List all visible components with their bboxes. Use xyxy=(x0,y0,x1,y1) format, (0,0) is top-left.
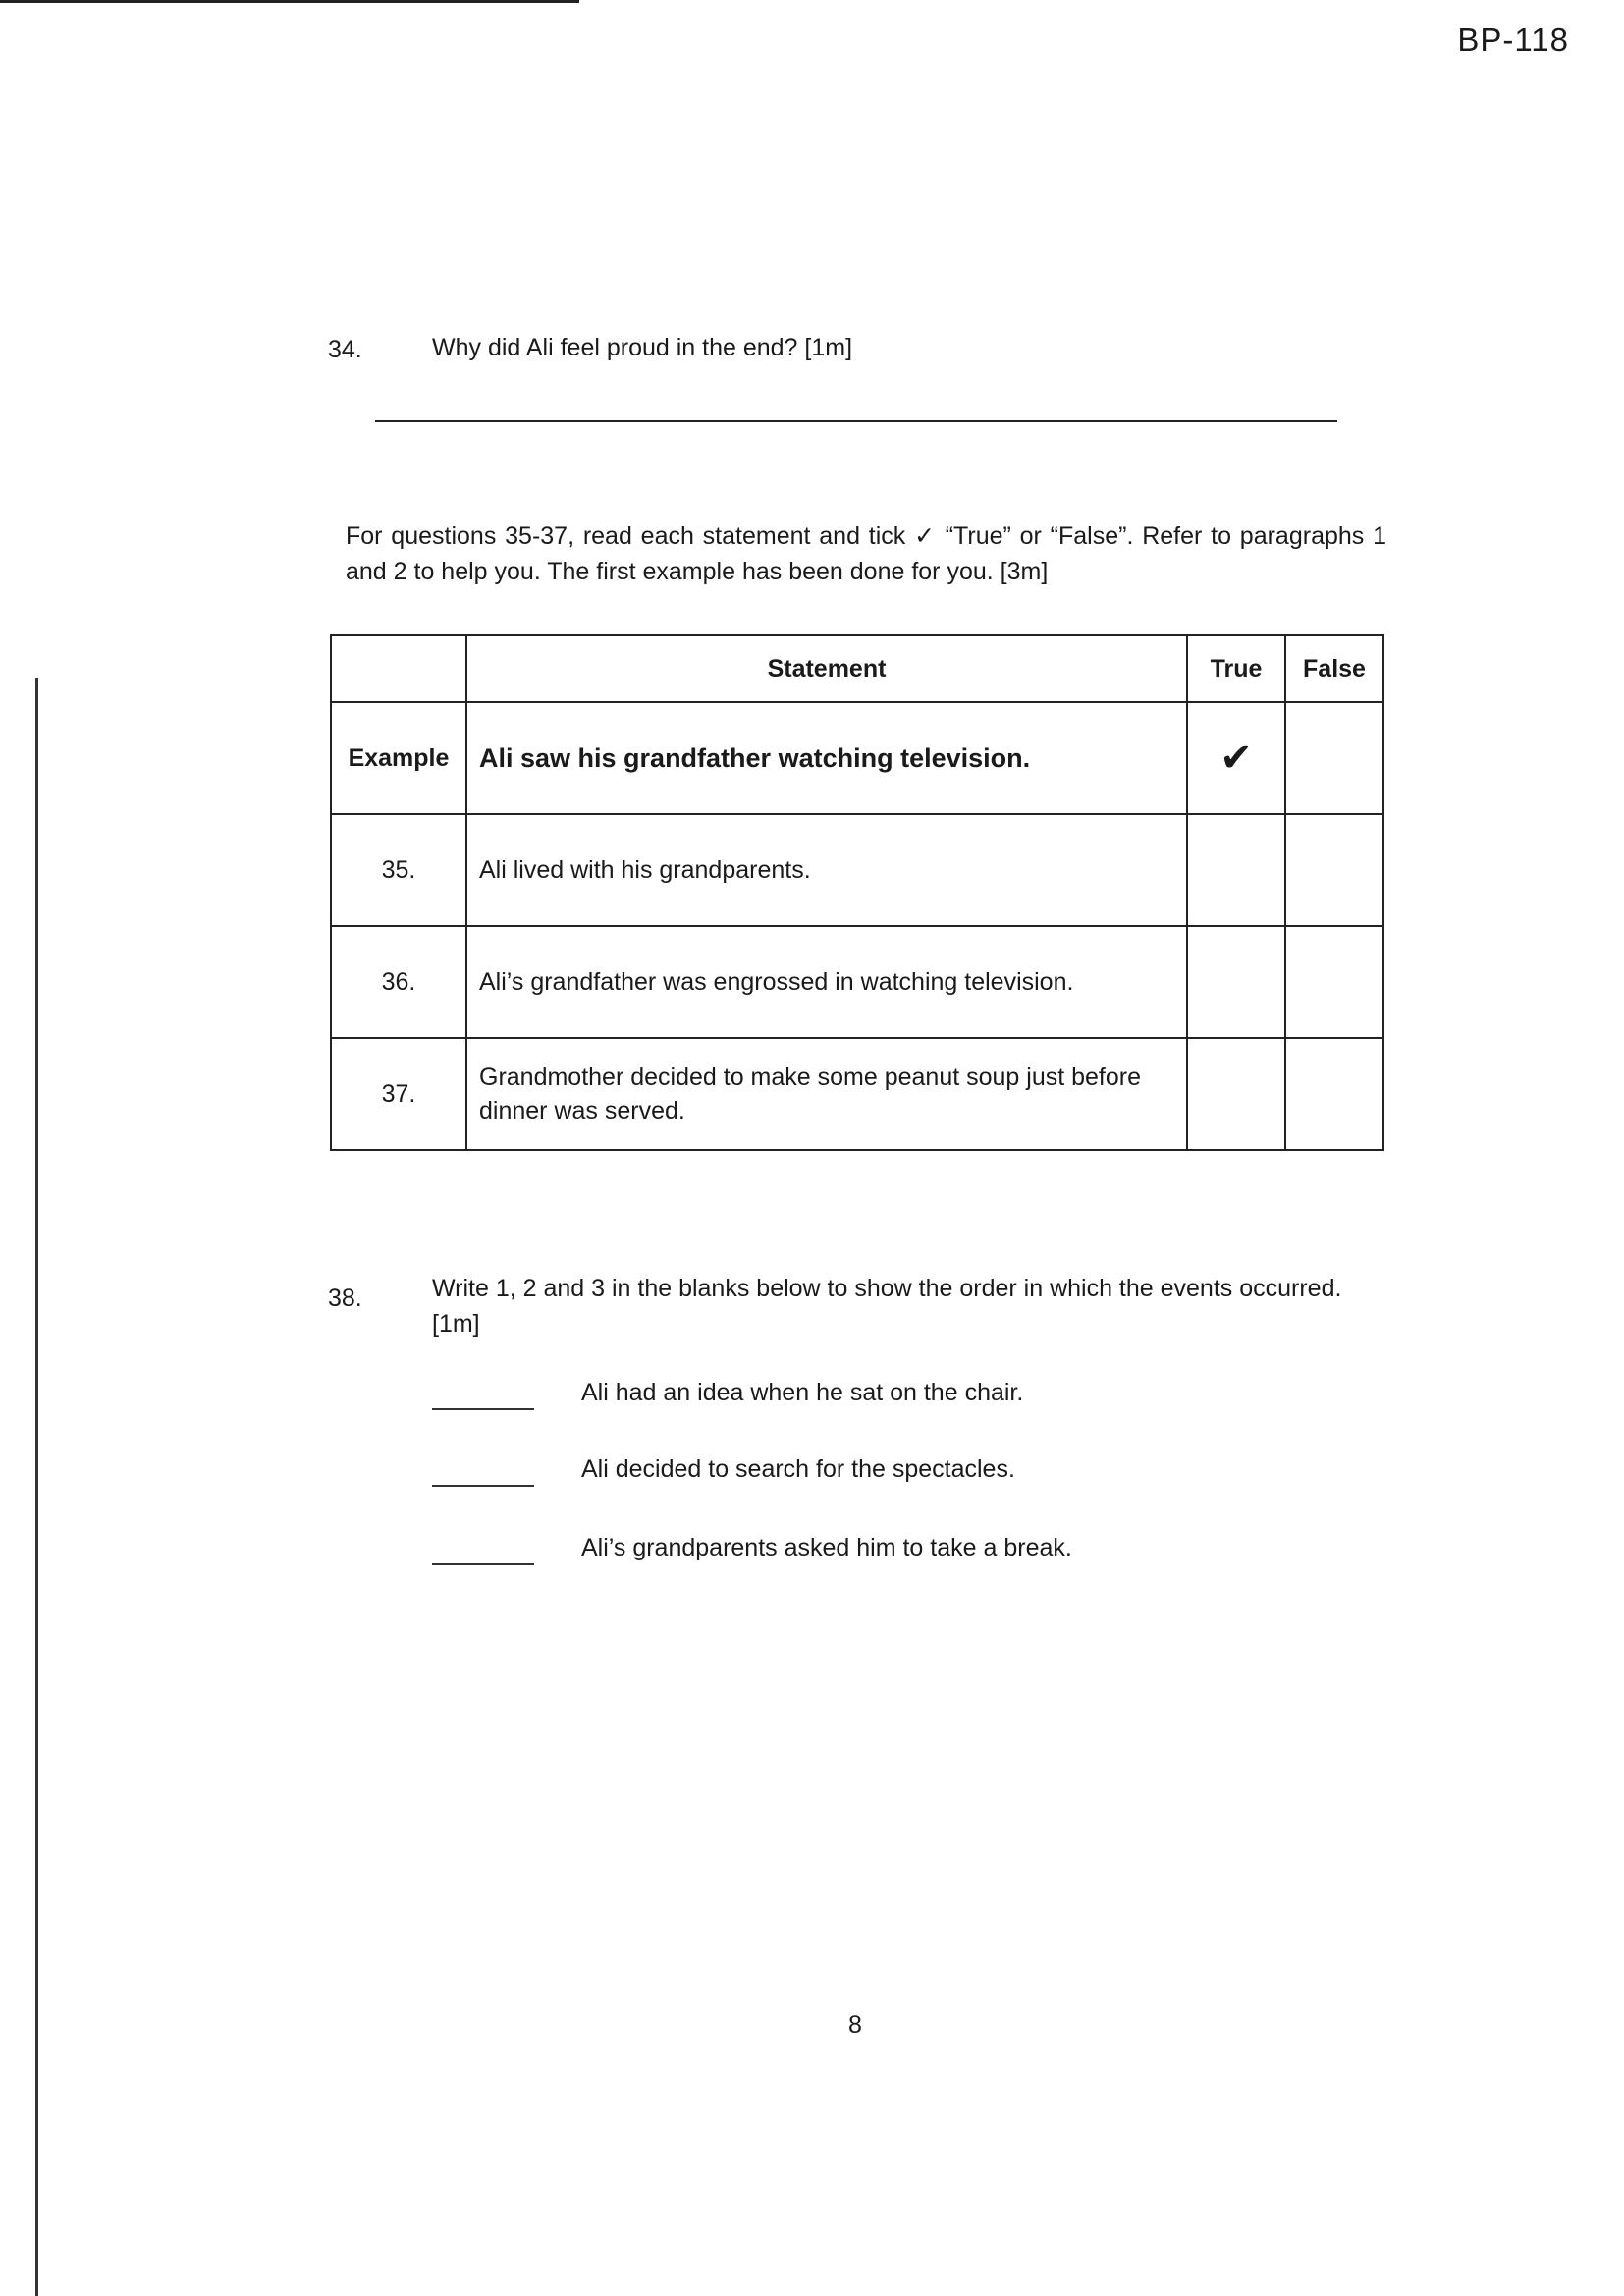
order-blank-1[interactable] xyxy=(432,1408,534,1410)
checkmark-icon: ✔ xyxy=(1219,737,1253,780)
false-checkbox[interactable] xyxy=(1285,814,1383,926)
question-34-text: Why did Ali feel proud in the end? [1m] xyxy=(432,334,853,361)
page-number: 8 xyxy=(848,2011,862,2039)
true-false-instructions: For questions 35-37, read each statement and tick ✓ “True” or “False”. Refer to paragraphs 1 and 2 to help you. The first example has been done for you. [3m] xyxy=(346,522,1386,585)
row-statement: Ali saw his grandfather watching television. xyxy=(466,702,1187,814)
header-statement: Statement xyxy=(466,635,1187,702)
table-row xyxy=(331,926,1383,1038)
table-row xyxy=(331,1038,1383,1150)
true-checkbox[interactable] xyxy=(1187,702,1285,814)
event-item: Ali had an idea when he sat on the chair. xyxy=(581,1379,1024,1406)
table-row xyxy=(331,702,1383,814)
question-34-number: 34. xyxy=(328,336,362,363)
true-false-table xyxy=(330,634,1384,1151)
question-38-number: 38. xyxy=(328,1285,362,1312)
row-statement: Ali’s grandfather was engrossed in watching television. xyxy=(466,926,1187,1038)
row-statement: Grandmother decided to make some peanut soup just before dinner was served. xyxy=(466,1038,1187,1150)
order-blank-3[interactable] xyxy=(432,1563,534,1565)
false-checkbox[interactable] xyxy=(1285,1038,1383,1150)
table-header-row xyxy=(331,635,1383,702)
true-checkbox[interactable] xyxy=(1187,1038,1285,1150)
true-checkbox[interactable] xyxy=(1187,814,1285,926)
row-number: Example xyxy=(331,702,466,814)
header-number xyxy=(331,635,466,702)
top-border-line xyxy=(0,0,579,3)
false-checkbox[interactable] xyxy=(1285,926,1383,1038)
answer-line-34[interactable] xyxy=(375,420,1337,422)
true-checkbox[interactable] xyxy=(1187,926,1285,1038)
event-item: Ali’s grandparents asked him to take a break. xyxy=(581,1534,1072,1561)
order-blank-2[interactable] xyxy=(432,1485,534,1487)
row-statement: Ali lived with his grandparents. xyxy=(466,814,1187,926)
question-38-text: Write 1, 2 and 3 in the blanks below to show the order in which the events occurred. [1m] xyxy=(432,1275,1342,1338)
event-item: Ali decided to search for the spectacles. xyxy=(581,1455,1015,1483)
row-number: 37. xyxy=(331,1038,466,1150)
page-code: BP-118 xyxy=(1457,22,1569,58)
row-number: 35. xyxy=(331,814,466,926)
row-number: 36. xyxy=(331,926,466,1038)
table-row xyxy=(331,814,1383,926)
left-margin-line xyxy=(35,678,38,2296)
false-checkbox[interactable] xyxy=(1285,702,1383,814)
header-false: False xyxy=(1285,635,1383,702)
header-true: True xyxy=(1187,635,1285,702)
